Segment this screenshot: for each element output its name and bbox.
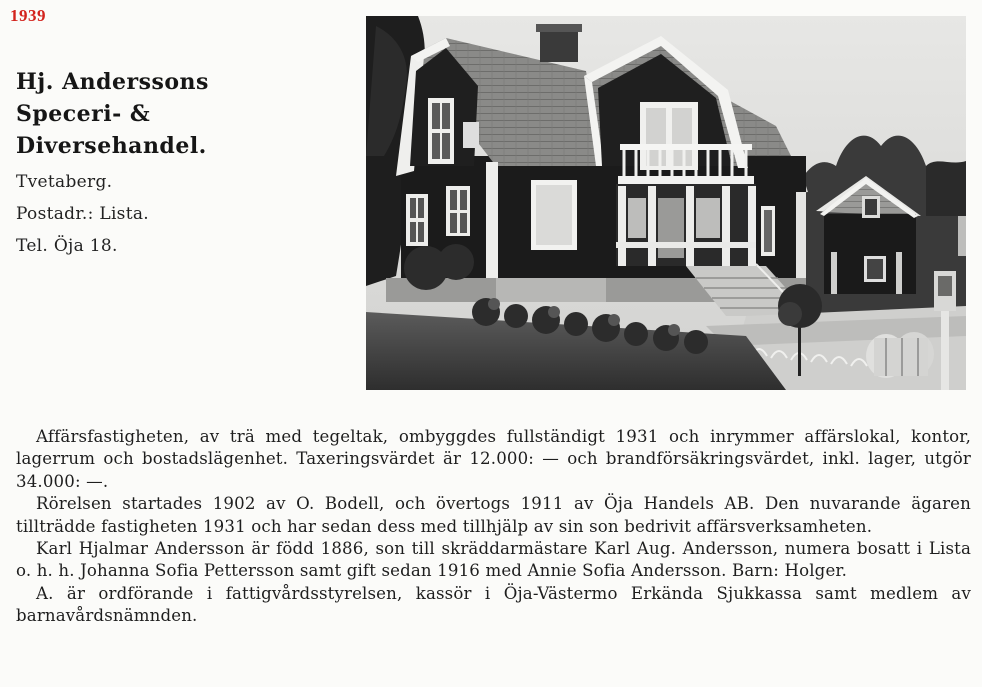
paragraph-history: Rörelsen startades 1902 av O. Bodell, och övertogs 1911 av Öja Handels AB. Den nuvarande ägaren tillträdde fastigheten 1931 och har sedan dess med tillhjälp av sin son bedrivit affärsverksamheten. [16, 494, 971, 536]
contact-info [16, 166, 346, 262]
company-name [16, 66, 346, 162]
paragraph-property: Affärsfastigheten, av trä med tegeltak, ombyggdes fullständigt 1931 och inrymmer affärslokal, kontor, lagerrum och bostadslägenhet. Taxeringsvärdet är 12.000: — och brandförsäkringsvärdet, inkl. lager, utgör 34.000: —. [16, 427, 971, 491]
company-name-line: Hj. Anderssons [16, 69, 209, 95]
house-photo [366, 16, 966, 390]
business-header [16, 66, 346, 262]
year-label: 1939 [10, 6, 46, 25]
place-name: Tvetaberg. [16, 172, 113, 192]
company-name-line: Speceri- & [16, 101, 151, 127]
paragraph-roles: A. är ordförande i fattigvårdsstyrelsen, kassör i Öja-Västermo Erkända Sjukkassa samt medlem av barnavårdsnämnden. [16, 583, 971, 626]
paragraph-owner: Karl Hjalmar Andersson är född 1886, son till skräddarmästare Karl Aug. Andersson, numera bosatt i Lista o. h. h. Johanna Sofia Pettersson samt gift sedan 1916 med Annie Sofia Andersson. Barn: Holger. [16, 539, 971, 581]
phone-number: Tel. Öja 18. [16, 236, 118, 256]
article-body [16, 426, 971, 628]
company-name-line: Diversehandel. [16, 133, 207, 159]
postal-address: Postadr.: Lista. [16, 204, 149, 224]
